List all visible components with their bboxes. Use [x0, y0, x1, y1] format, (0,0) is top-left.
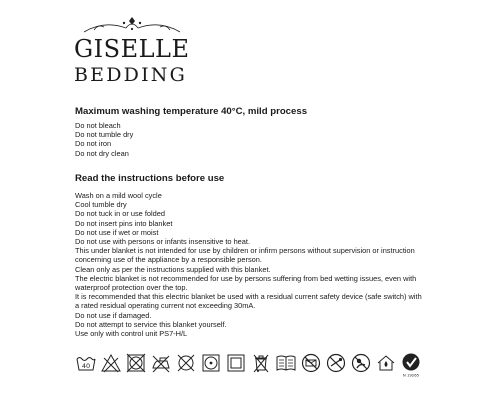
list-item: concerning use of the appliance by a responsible person. [75, 255, 262, 265]
no-wheelie-bin-icon [250, 352, 272, 374]
list-item: Do not dry clean [75, 148, 129, 158]
list-item: Clean only as per the instructions supplied with this blanket. [75, 264, 271, 274]
list-item: Do not tuck in or use folded [75, 209, 165, 219]
keep-dry-icon [375, 352, 397, 374]
list-item: Do not attempt to service this blanket yourself. [75, 319, 227, 329]
compliance-code-label: N 19265 [402, 372, 420, 378]
wet-dry-flat-icon [225, 352, 247, 374]
list-item: Use only with control unit PS7-H/L [75, 329, 188, 339]
instructions-heading: Read the instructions before use [75, 173, 225, 184]
list-item: Do not use with persons or infants insensitive to heat. [75, 237, 251, 247]
care-symbols-row [75, 352, 420, 380]
list-item: Do not tumble dry [75, 130, 134, 140]
list-item: a rated residual operating current not exceeding 30mA. [75, 301, 256, 311]
no-iron-icon [150, 352, 172, 374]
instructions-section [75, 173, 455, 338]
no-bleach-icon [100, 352, 122, 374]
no-dry-clean-icon [175, 352, 197, 374]
list-item: The electric blanket is not recommended for use by persons suffering from bed wetting issues, even with [75, 273, 417, 283]
regulatory-compliance-mark-icon [399, 352, 423, 378]
wash-temp-label: 40 [81, 362, 91, 370]
brand-name: GISELLE [74, 35, 190, 63]
no-pins-icon [325, 352, 347, 374]
brand-logo [74, 14, 190, 96]
logo-ornament-icon [74, 14, 190, 36]
list-item: waterproof protection over the top. [75, 283, 188, 293]
list-item: Do not use if wet or moist [75, 227, 159, 237]
no-tumble-dry-icon [125, 352, 147, 374]
list-item: It is recommended that this electric blanket be used with a residual current safety device (safe switch) with [75, 292, 422, 302]
read-manual-icon [275, 352, 297, 374]
tumble-dry-cool-icon [200, 352, 222, 374]
list-item: Do not bleach [75, 121, 121, 130]
list-item: Wash on a mild wool cycle [75, 191, 162, 200]
washing-section [75, 106, 455, 158]
brand-subtitle: BEDDING [74, 64, 188, 86]
list-item: Do not iron [75, 139, 112, 149]
list-item: This under blanket is not intended for use by children or infirm persons without supervision or instruction [75, 246, 415, 256]
wash-40-icon [75, 352, 97, 374]
list-item: Do not insert pins into blanket [75, 218, 173, 228]
no-fold-icon [300, 352, 322, 374]
washing-heading: Maximum washing temperature 40°C, mild process [75, 106, 308, 117]
no-children-icon [350, 352, 372, 374]
list-item: Cool tumble dry [75, 200, 127, 210]
list-item: Do not use if damaged. [75, 310, 152, 320]
